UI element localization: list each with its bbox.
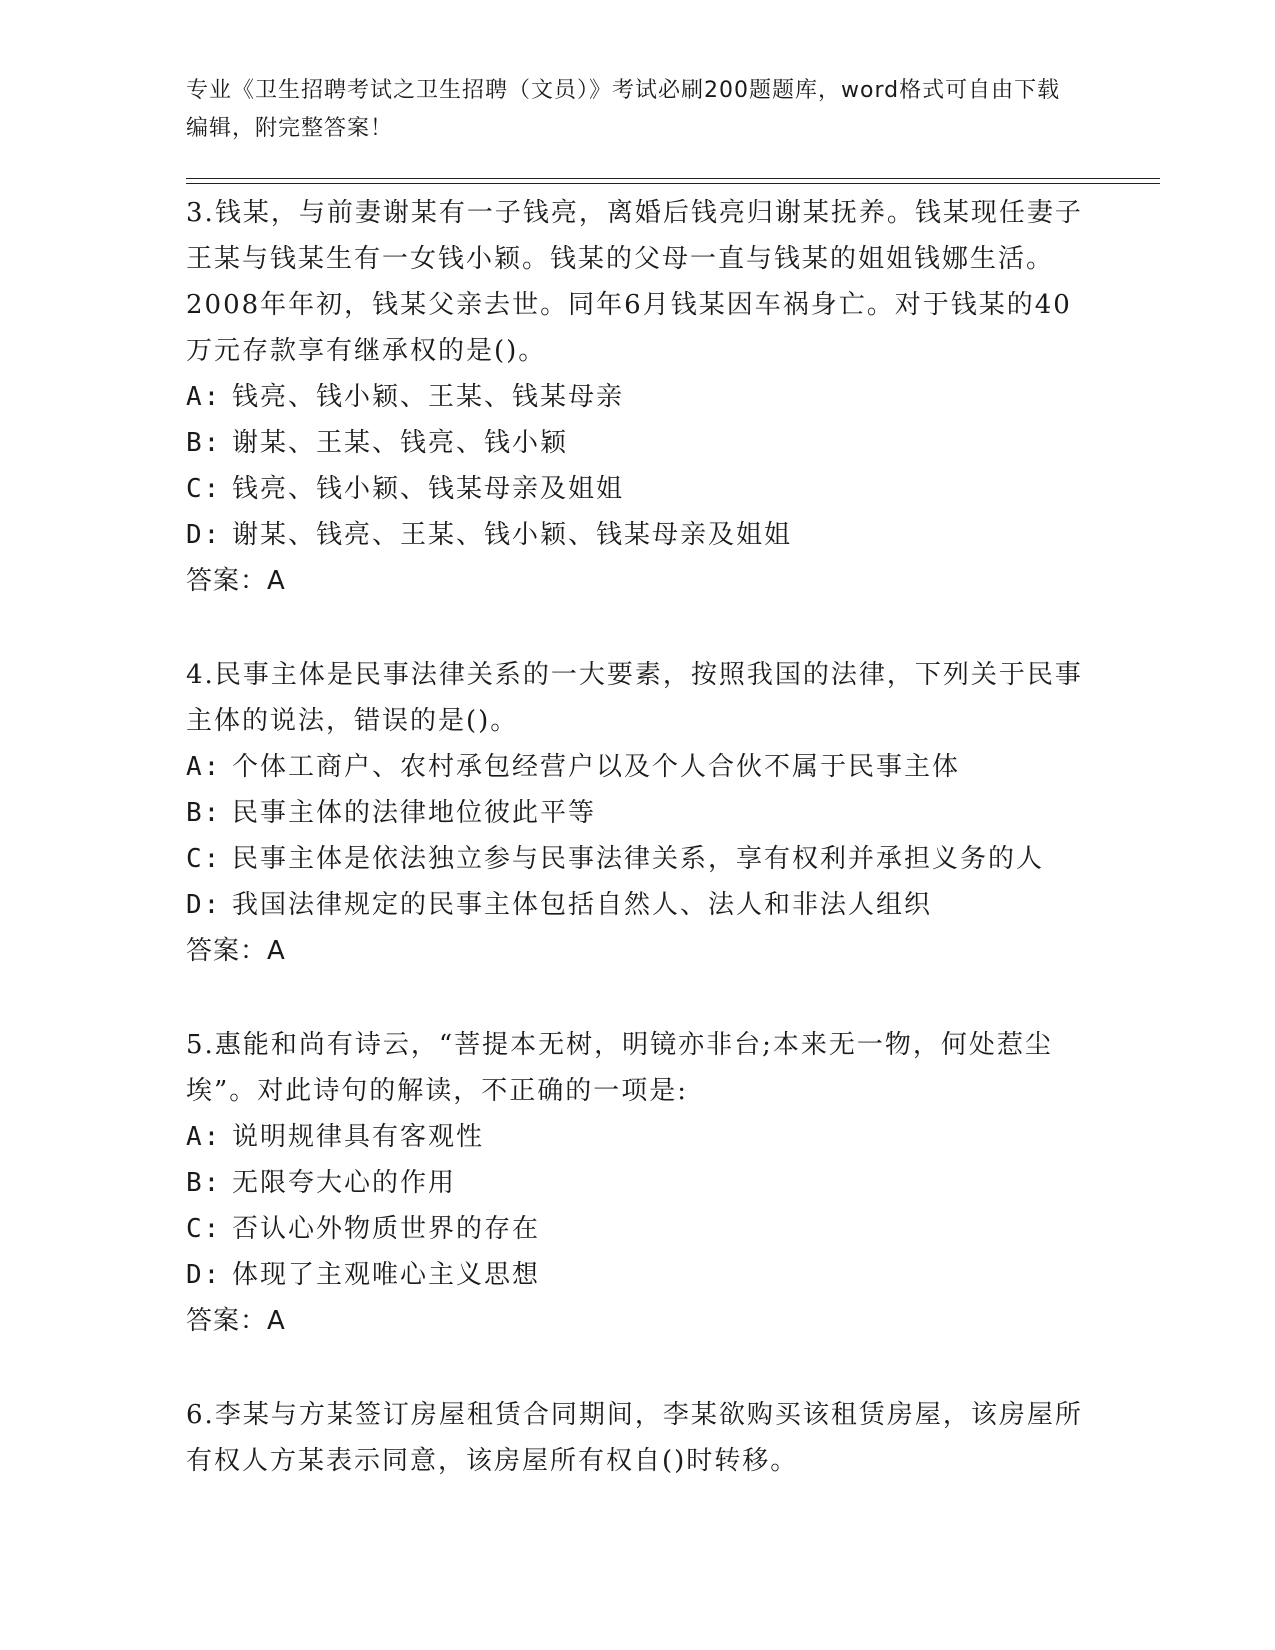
question-text: 惠能和尚有诗云，“菩提本无树，明镜亦非台;本来无一物，何处惹尘埃”。对此诗句的解读，不正确的一项是: [186,1030,1053,1106]
header-divider-top [186,178,1160,179]
option-text: 谢某、王某、钱亮、钱小颖 [232,428,569,458]
question-stem [186,652,1086,744]
option-text: 钱亮、钱小颖、钱某母亲及姐姐 [232,474,625,504]
option-letter: C: [186,844,222,874]
option-text: 民事主体是依法独立参与民事法律关系，享有权利并承担义务的人 [232,844,1045,874]
option-letter: C: [186,474,222,504]
question-number: 4. [186,660,215,690]
option-a [186,744,1086,790]
option-text: 否认心外物质世界的存在 [232,1214,541,1244]
option-d [186,1252,1086,1298]
option-letter: D: [186,520,222,550]
question-4 [186,652,1086,974]
option-text: 我国法律规定的民事主体包括自然人、法人和非法人组织 [232,890,933,920]
option-text: 无限夸大心的作用 [232,1168,457,1198]
option-letter: C: [186,1214,222,1244]
option-d [186,512,1086,558]
option-c [186,466,1086,512]
question-text: 钱某，与前妻谢某有一子钱亮，离婚后钱亮归谢某抚养。钱某现任妻子王某与钱某生有一女钱小颖。钱某的父母一直与钱某的姐姐钱娜生活。2008年年初，钱某父亲去世。同年6月钱某因车祸身亡。对于钱某的40万元存款享有继承权的是()。 [186,198,1083,366]
option-text: 钱亮、钱小颖、王某、钱某母亲 [232,382,625,412]
option-text: 谢某、钱亮、王某、钱小颖、钱某母亲及姐姐 [232,520,793,550]
header-divider-bottom [186,183,1160,184]
answer: 答案：A [186,936,286,966]
option-letter: A: [186,1122,222,1152]
option-d [186,882,1086,928]
option-c [186,836,1086,882]
question-list [186,190,1086,1532]
question-number: 5. [186,1030,215,1060]
option-letter: D: [186,1260,222,1290]
question-stem [186,190,1086,374]
question-6 [186,1392,1086,1484]
option-b [186,790,1086,836]
option-text: 体现了主观唯心主义思想 [232,1260,541,1290]
option-b [186,1160,1086,1206]
option-text: 个体工商户、农村承包经营户以及个人合伙不属于民事主体 [232,752,961,782]
option-c [186,1206,1086,1252]
question-number: 6. [186,1400,215,1430]
option-text: 说明规律具有客观性 [232,1122,485,1152]
option-letter: B: [186,798,222,828]
document-title: 专业《卫生招聘考试之卫生招聘（文员）》考试必刷200题题库，word格式可自由下载编辑，附完整答案！ [186,78,1061,141]
option-letter: D: [186,890,222,920]
document-header [186,72,1066,148]
option-letter: A: [186,382,222,412]
question-stem [186,1392,1086,1484]
option-letter: B: [186,428,222,458]
option-a [186,374,1086,420]
option-text: 民事主体的法律地位彼此平等 [232,798,597,828]
question-stem [186,1022,1086,1114]
answer: 答案：A [186,1306,286,1336]
option-a [186,1114,1086,1160]
answer: 答案：A [186,566,286,596]
option-letter: B: [186,1168,222,1198]
question-5 [186,1022,1086,1344]
question-3 [186,190,1086,604]
question-text: 民事主体是民事法律关系的一大要素，按照我国的法律，下列关于民事主体的说法，错误的是()。 [186,660,1083,736]
question-number: 3. [186,198,215,228]
option-letter: A: [186,752,222,782]
question-text: 李某与方某签订房屋租赁合同期间，李某欲购买该租赁房屋，该房屋所有权人方某表示同意，该房屋所有权自()时转移。 [186,1400,1083,1476]
option-b [186,420,1086,466]
